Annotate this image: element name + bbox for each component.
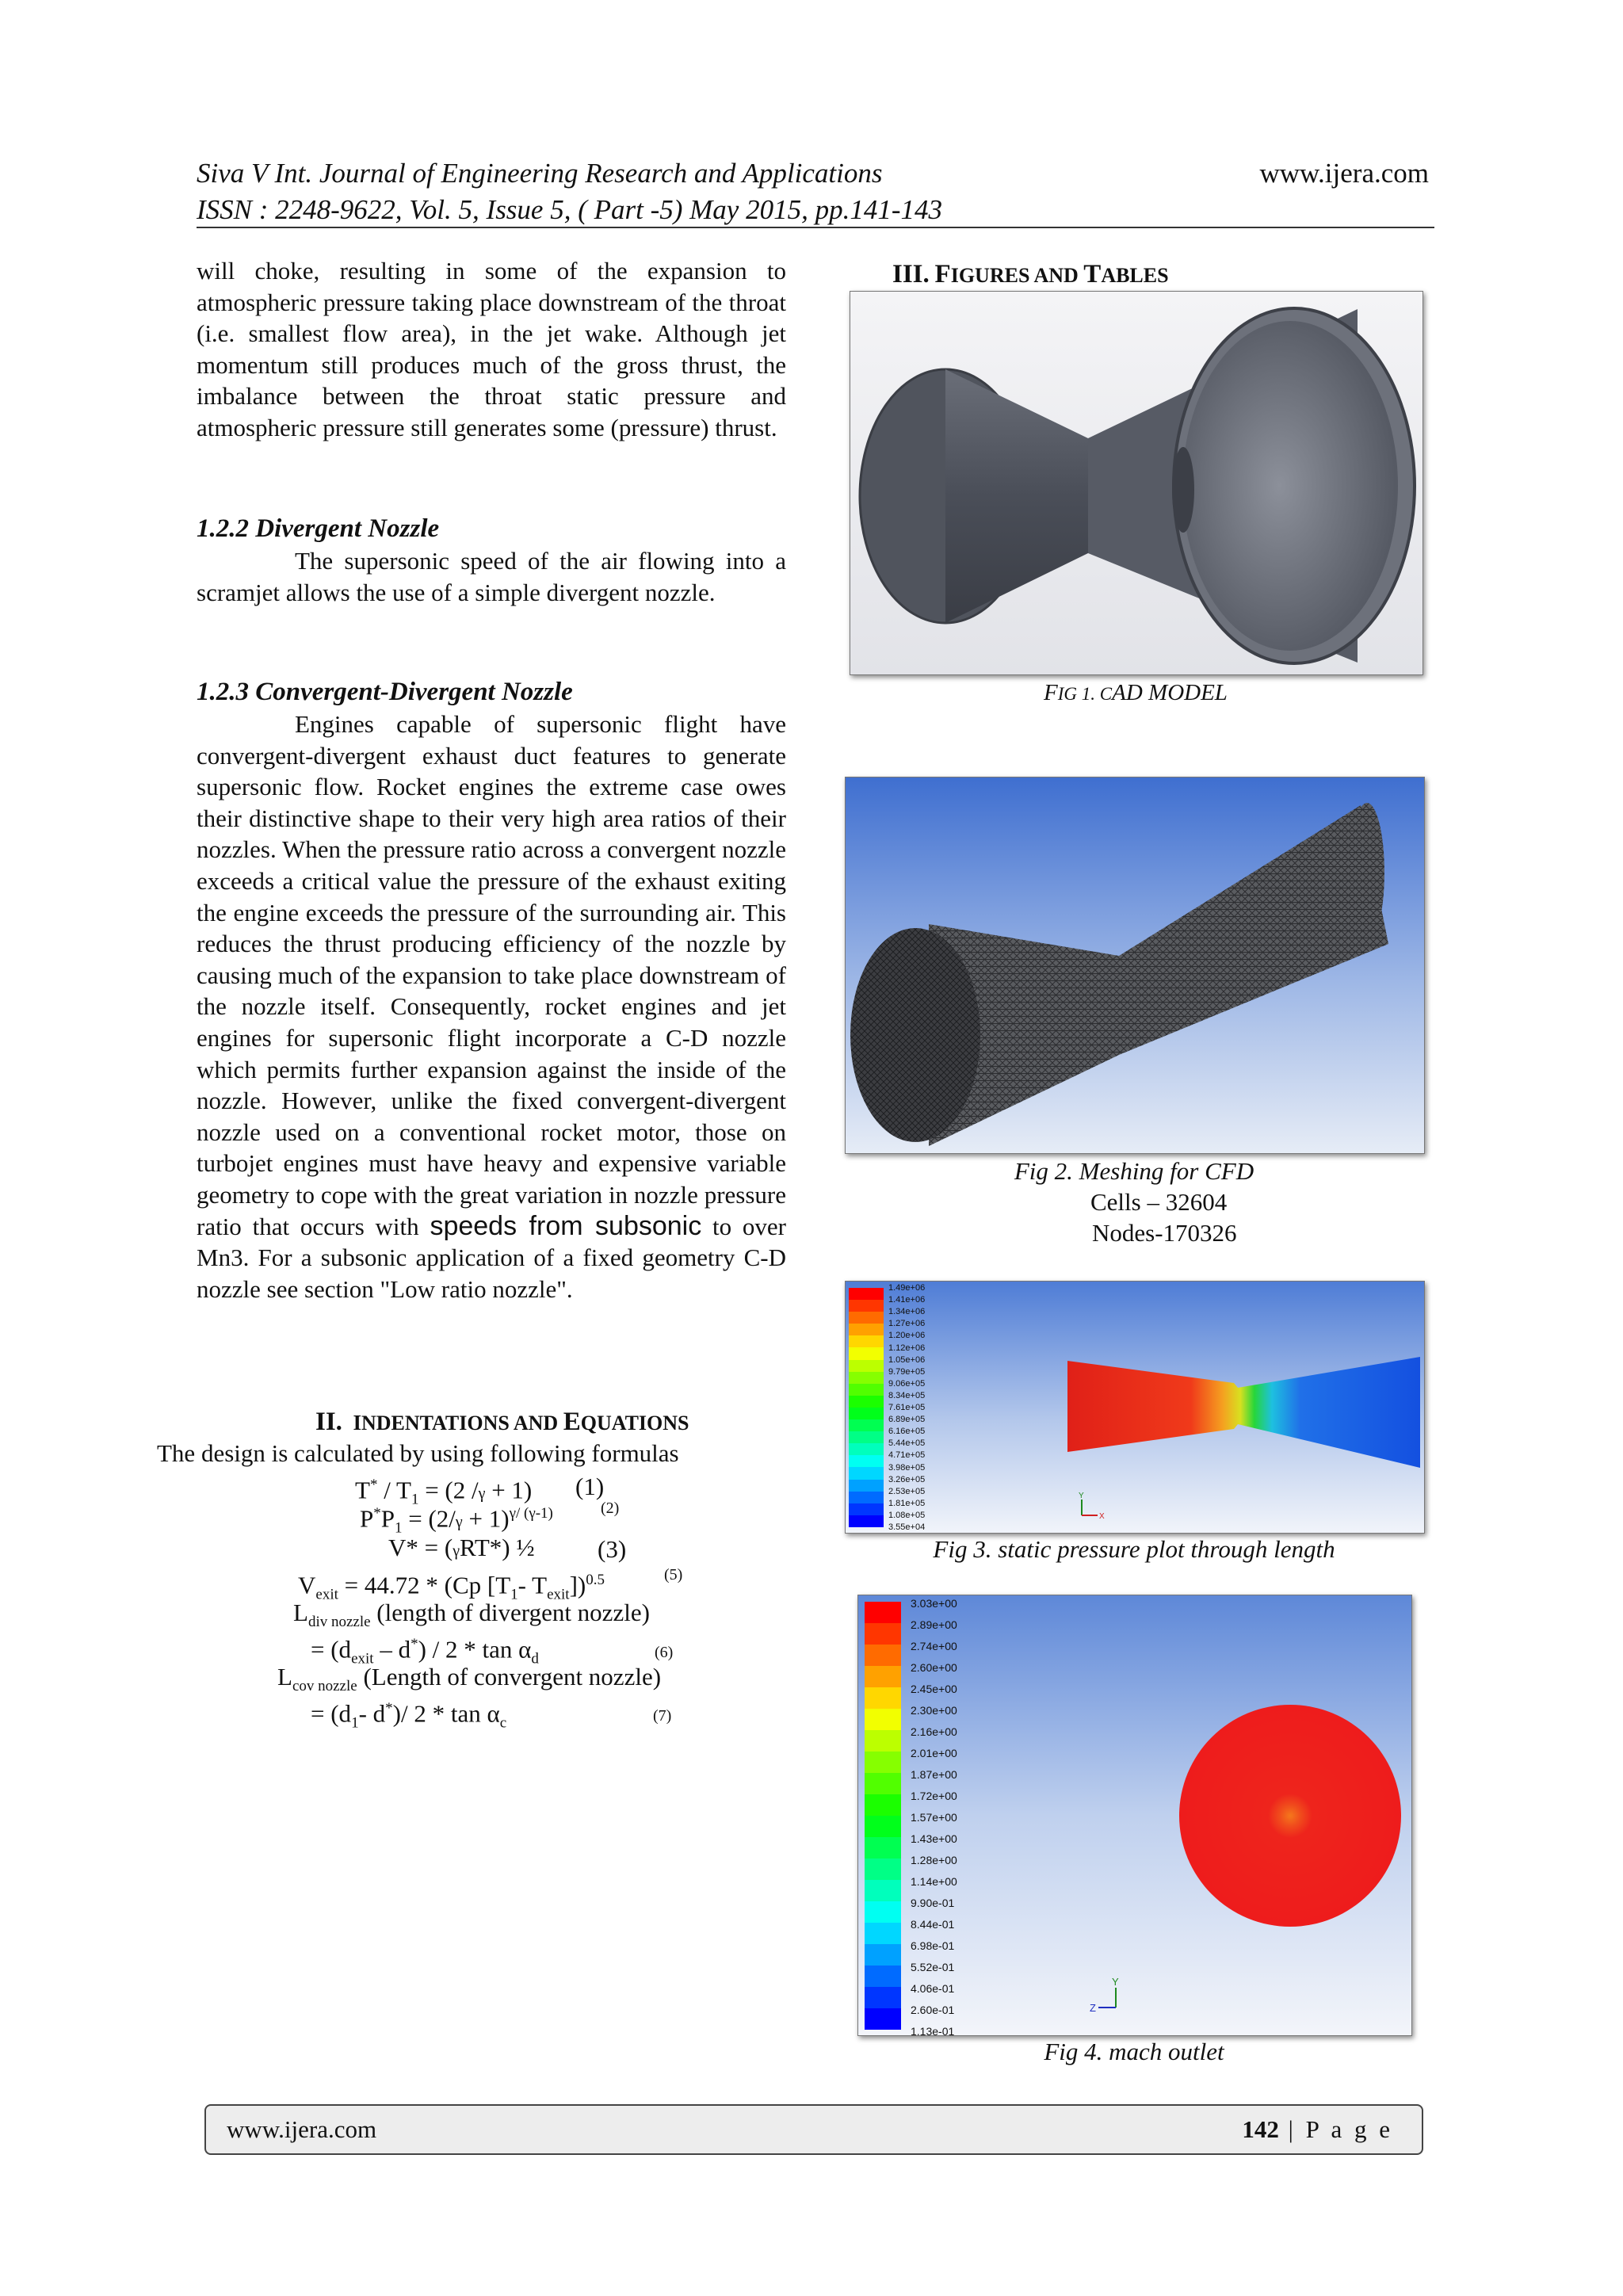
paragraph-cd-nozzle — [197, 709, 786, 1305]
mesh-cells-count: Cells – 32604 — [1090, 1188, 1228, 1216]
heading-divergent-nozzle: 1.2.2 Divergent Nozzle — [197, 514, 440, 543]
issn-line: ISSN : 2248-9622, Vol. 5, Issue 5, ( Part -5) May 2015, pp.141-143 — [197, 194, 943, 225]
figure-2-caption: Fig 2. Meshing for CFD — [1014, 1157, 1254, 1185]
legend-label: 2.89e+00 — [911, 1618, 957, 1631]
left-column — [197, 255, 786, 444]
equation-7: = ($d_1-$ d*)/ $2 * \tan \alpha_c$ — [311, 1699, 507, 1732]
legend-label: 8.34e+05 — [888, 1390, 926, 1400]
cd-text-b: to over Mn3. For a subsonic application of a fixed geometry C-D nozzle see section "Low ratio nozzle". — [197, 1212, 786, 1303]
legend-label: 1.13e-01 — [911, 2025, 955, 2036]
legend-label: 9.06e+05 — [888, 1378, 926, 1389]
legend-label: 3.98e+05 — [888, 1462, 926, 1473]
figure-4-caption: Fig 4. mach outlet — [1044, 2038, 1224, 2065]
svg-text:Y: Y — [1079, 1492, 1084, 1500]
mach-contour — [858, 1595, 1411, 2035]
svg-text:Z: Z — [1090, 2002, 1096, 2014]
legend-label: 2.45e+00 — [911, 1683, 957, 1695]
legend-label: 6.98e-01 — [911, 1939, 955, 1952]
legend-label: 8.44e-01 — [911, 1918, 955, 1931]
formulas-intro: The design is calculated by using following formulas — [157, 1439, 679, 1467]
equation-1-number: (1) — [575, 1473, 605, 1500]
axis-triad-outlet — [1090, 1976, 1119, 2014]
legend-label: 4.71e+05 — [888, 1450, 926, 1461]
legend-label: 6.16e+05 — [888, 1427, 926, 1437]
pressure-contour — [846, 1282, 1424, 1533]
section-ii-heading: II. INDENTATIONS AND EQUATIONS — [315, 1408, 689, 1436]
legend-label: 3.03e+00 — [911, 1597, 957, 1610]
legend-label: 5.44e+05 — [888, 1438, 926, 1449]
page-number: 142 | P a g e — [1242, 2115, 1393, 2143]
legend-label: 7.61e+05 — [888, 1403, 926, 1412]
heading-cd-nozzle: 1.2.3 Convergent-Divergent Nozzle — [197, 678, 573, 706]
legend-label: 1.28e+00 — [911, 1854, 957, 1866]
legend-label: 1.34e+06 — [888, 1307, 926, 1317]
equation-2: $P^*P_1 = (2/\gamma + 1)^{\gamma/ (\gamma-1)}$ — [360, 1504, 553, 1537]
legend-label: 1.05e+06 — [888, 1354, 926, 1365]
equation-lcov: $L_{cov nozzle}$ (Length of convergent nozzle) — [277, 1663, 662, 1695]
legend-label: 2.60e+00 — [911, 1661, 957, 1674]
figure-static-pressure — [845, 1281, 1425, 1534]
equation-6: = $(d_{exit} - d^*) / 2$ * $\tan \alpha_d$ — [311, 1635, 539, 1668]
equation-2-number: (2) — [601, 1499, 620, 1517]
legend-label: 1.20e+06 — [888, 1331, 926, 1341]
svg-text:X: X — [1099, 1512, 1105, 1521]
equation-3-number: (3) — [598, 1535, 627, 1563]
figure-cad-model — [850, 291, 1423, 675]
legend-label: 9.90e-01 — [911, 1897, 955, 1909]
page-footer — [204, 2104, 1423, 2155]
paragraph-choke: will choke, resulting in some of the expansion to atmospheric pressure taking place downstream of the throat (i.e. smallest flow area), in the jet wake. Although jet momentum still produces much of the gross thrust, the imbalance between the throat static pressure and atmospheric pressure still generates some (pressure) thrust. — [197, 257, 786, 441]
equation-5-number: (5) — [664, 1566, 683, 1584]
legend-label: 1.43e+00 — [911, 1832, 957, 1845]
legend-label: 1.12e+06 — [888, 1343, 926, 1353]
paragraph-divergent: The supersonic speed of the air flowing into a scramjet allows the use of a simple divergent nozzle. — [197, 547, 786, 606]
section-iii-heading: III. FIGURES AND TABLES — [892, 260, 1169, 288]
legend-label: 1.72e+00 — [911, 1790, 957, 1802]
equation-5: $V_{exit} = 44.72 * (Cp$ [$T_1-$ $T_{exit}])^{0.5}$ — [298, 1571, 605, 1603]
journal-line: Siva V Int. Journal of Engineering Research and Applications — [197, 158, 883, 189]
legend-label: 2.30e+00 — [911, 1704, 957, 1717]
section-divergent — [197, 512, 786, 608]
legend-label: 5.52e-01 — [911, 1961, 955, 1973]
equation-1: $T^* / T_1 = (2$ /γ + 1) — [355, 1476, 533, 1508]
legend-label: 9.79e+05 — [888, 1366, 926, 1377]
legend-label: 1.87e+00 — [911, 1768, 957, 1781]
cd-text-a: Engines capable of supersonic flight have convergent-divergent exhaust duct features to generate supersonic flow. Rocket engines the extreme case owes their distinctive shape to their very high area ratios of their nozzles. When the pressure ratio across a convergent nozzle exceeds a critical value the pressure of the exhaust exiting the engine exceeds the pressure of the surrounding air. This reduces the thrust producing efficiency of the nozzle by causing much of the expansion to take place downstream of the nozzle itself. Consequently, rocket engines and jet engines for supersonic flight incorporate a C-D nozzle which permits further expansion against the inside of the nozzle. However, unlike the fixed convergent-divergent nozzle used on a conventional rocket motor, those on turbojet engines must have heavy and expensive variable geometry to cope with the great variation in nozzle pressure ratio that occurs with — [197, 710, 786, 1240]
header-rule — [197, 227, 1434, 228]
legend-label: 3.55e+04 — [888, 1522, 926, 1532]
equation-6-number: (6) — [655, 1644, 674, 1661]
legend-label: 1.14e+00 — [911, 1875, 957, 1888]
equation-7-number: (7) — [653, 1707, 672, 1725]
journal-header — [197, 155, 942, 228]
legend-label: 1.49e+06 — [888, 1283, 926, 1293]
cad-nozzle-render — [850, 292, 1423, 674]
legend-label: 2.16e+00 — [911, 1725, 957, 1738]
mesh-nodes-count: Nodes-170326 — [1092, 1219, 1237, 1247]
legend-label: 1.08e+05 — [888, 1510, 926, 1520]
figure-1-caption: FIG 1. CAD MODEL — [1044, 680, 1228, 705]
figure-mach-outlet — [857, 1595, 1412, 2036]
legend-label: 6.89e+05 — [888, 1415, 926, 1425]
legend-label: 2.74e+00 — [911, 1640, 957, 1652]
legend-label: 1.27e+06 — [888, 1319, 926, 1329]
section-cd-nozzle — [197, 675, 786, 1305]
axis-triad — [1079, 1492, 1105, 1521]
equation-ldiv: $L_{div nozzle}$ (length of divergent nozzle) — [293, 1599, 650, 1631]
legend-label: 4.06e-01 — [911, 1982, 955, 1995]
svg-text:Y: Y — [1112, 1976, 1119, 1988]
footer-website[interactable]: www.ijera.com — [227, 2115, 377, 2143]
legend-label: 1.41e+06 — [888, 1295, 926, 1305]
mesh-render — [846, 777, 1424, 1153]
legend-label: 2.60e-01 — [911, 2004, 955, 2016]
equation-3: V* = (γRT*) ½ — [388, 1534, 535, 1561]
legend-label: 2.01e+00 — [911, 1747, 957, 1759]
figure-3-caption: Fig 3. static pressure plot through length — [933, 1535, 1335, 1563]
figure-mesh — [845, 777, 1425, 1154]
legend-label: 1.81e+05 — [888, 1498, 926, 1508]
legend-label: 2.53e+05 — [888, 1486, 926, 1496]
header-website[interactable]: www.ijera.com — [1259, 158, 1429, 189]
legend-label: 1.57e+00 — [911, 1811, 957, 1824]
cd-text-large: speeds from subsonic — [430, 1210, 702, 1241]
legend-label: 3.26e+05 — [888, 1474, 926, 1484]
